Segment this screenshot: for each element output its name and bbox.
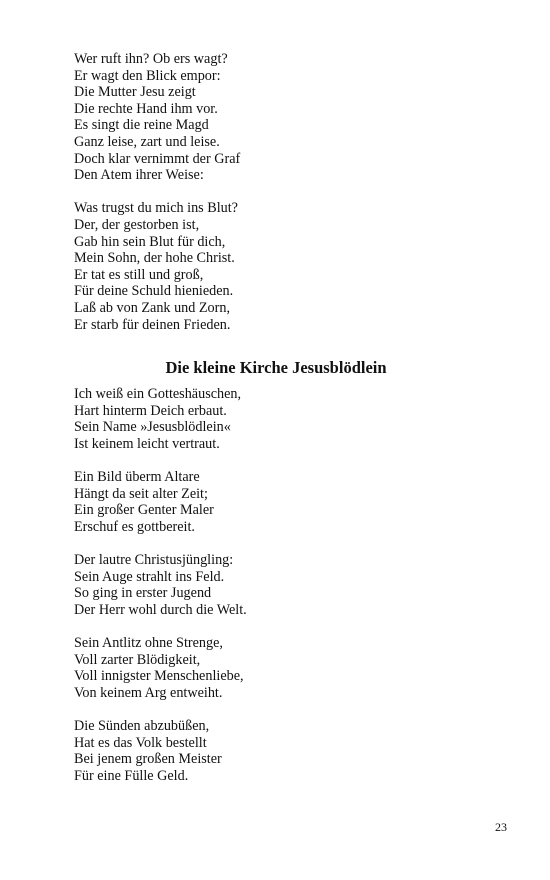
- verse-line: Hat es das Volk bestellt: [74, 734, 207, 751]
- verse-line: Ein Bild überm Altare: [74, 469, 200, 485]
- verse-line: Es singt die reine Magd: [74, 117, 209, 134]
- verse-line: Ein großer Genter Maler: [74, 502, 214, 519]
- verse-line: Er starb für deinen Frieden.: [74, 316, 231, 333]
- verse-line: Sein Antlitz ohne Strenge,: [74, 635, 223, 651]
- verse-line: Ganz leise, zart und leise.: [74, 134, 220, 150]
- verse-line: Voll innigster Menschenliebe,: [74, 668, 244, 685]
- verse-line: Gab hin sein Blut für dich,: [74, 233, 226, 250]
- verse-line: Doch klar vernimmt der Graf: [74, 150, 241, 167]
- verse-line: Der Herr wohl durch die Welt.: [74, 601, 247, 618]
- verse-line: Von keinem Arg entweiht.: [74, 684, 223, 701]
- verse-line: Laß ab von Zank und Zorn,: [74, 300, 231, 316]
- verse-line: Ist keinem leicht vertraut.: [74, 435, 220, 452]
- verse-line: Voll zarter Blödigkeit,: [74, 651, 201, 668]
- verse-line: Sein Auge strahlt ins Feld.: [74, 568, 225, 585]
- verse-line: Sein Name »Jesusblödlein«: [74, 419, 231, 436]
- verse-line: Für eine Fülle Geld.: [74, 767, 189, 784]
- page-number: 23: [495, 820, 507, 834]
- verse-line: Bei jenem großen Meister: [74, 751, 222, 768]
- verse-line: Mein Sohn, der hohe Christ.: [74, 250, 235, 267]
- verse-line: Den Atem ihrer Weise:: [74, 167, 204, 184]
- verse-line: Hängt da seit alter Zeit;: [74, 485, 208, 502]
- verse-line: Ich weiß ein Gotteshäuschen,: [74, 386, 242, 402]
- verse-line: Für deine Schuld hienieden.: [74, 283, 234, 300]
- verse-line: Hart hinterm Deich erbaut.: [74, 402, 227, 419]
- verse-line: Erschuf es gottbereit.: [74, 518, 195, 535]
- verse-line: Er wagt den Blick empor:: [74, 67, 221, 84]
- verse-line: Was trugst du mich ins Blut?: [74, 200, 238, 217]
- verse-line: Wer ruft ihn? Ob ers wagt?: [74, 51, 228, 67]
- poem-title: Die kleine Kirche Jesusblödlein: [165, 358, 387, 377]
- verse-line: Die Mutter Jesu zeigt: [74, 84, 196, 101]
- verse-line: So ging in erster Jugend: [74, 585, 212, 602]
- verse-line: Der lautre Christusjüngling:: [74, 552, 234, 568]
- verse-line: Die Sünden abzubüßen,: [74, 718, 210, 734]
- verse-line: Die rechte Hand ihm vor.: [74, 100, 218, 117]
- verse-line: Der, der gestorben ist,: [74, 217, 200, 233]
- verse-line: Er tat es still und groß,: [74, 266, 204, 283]
